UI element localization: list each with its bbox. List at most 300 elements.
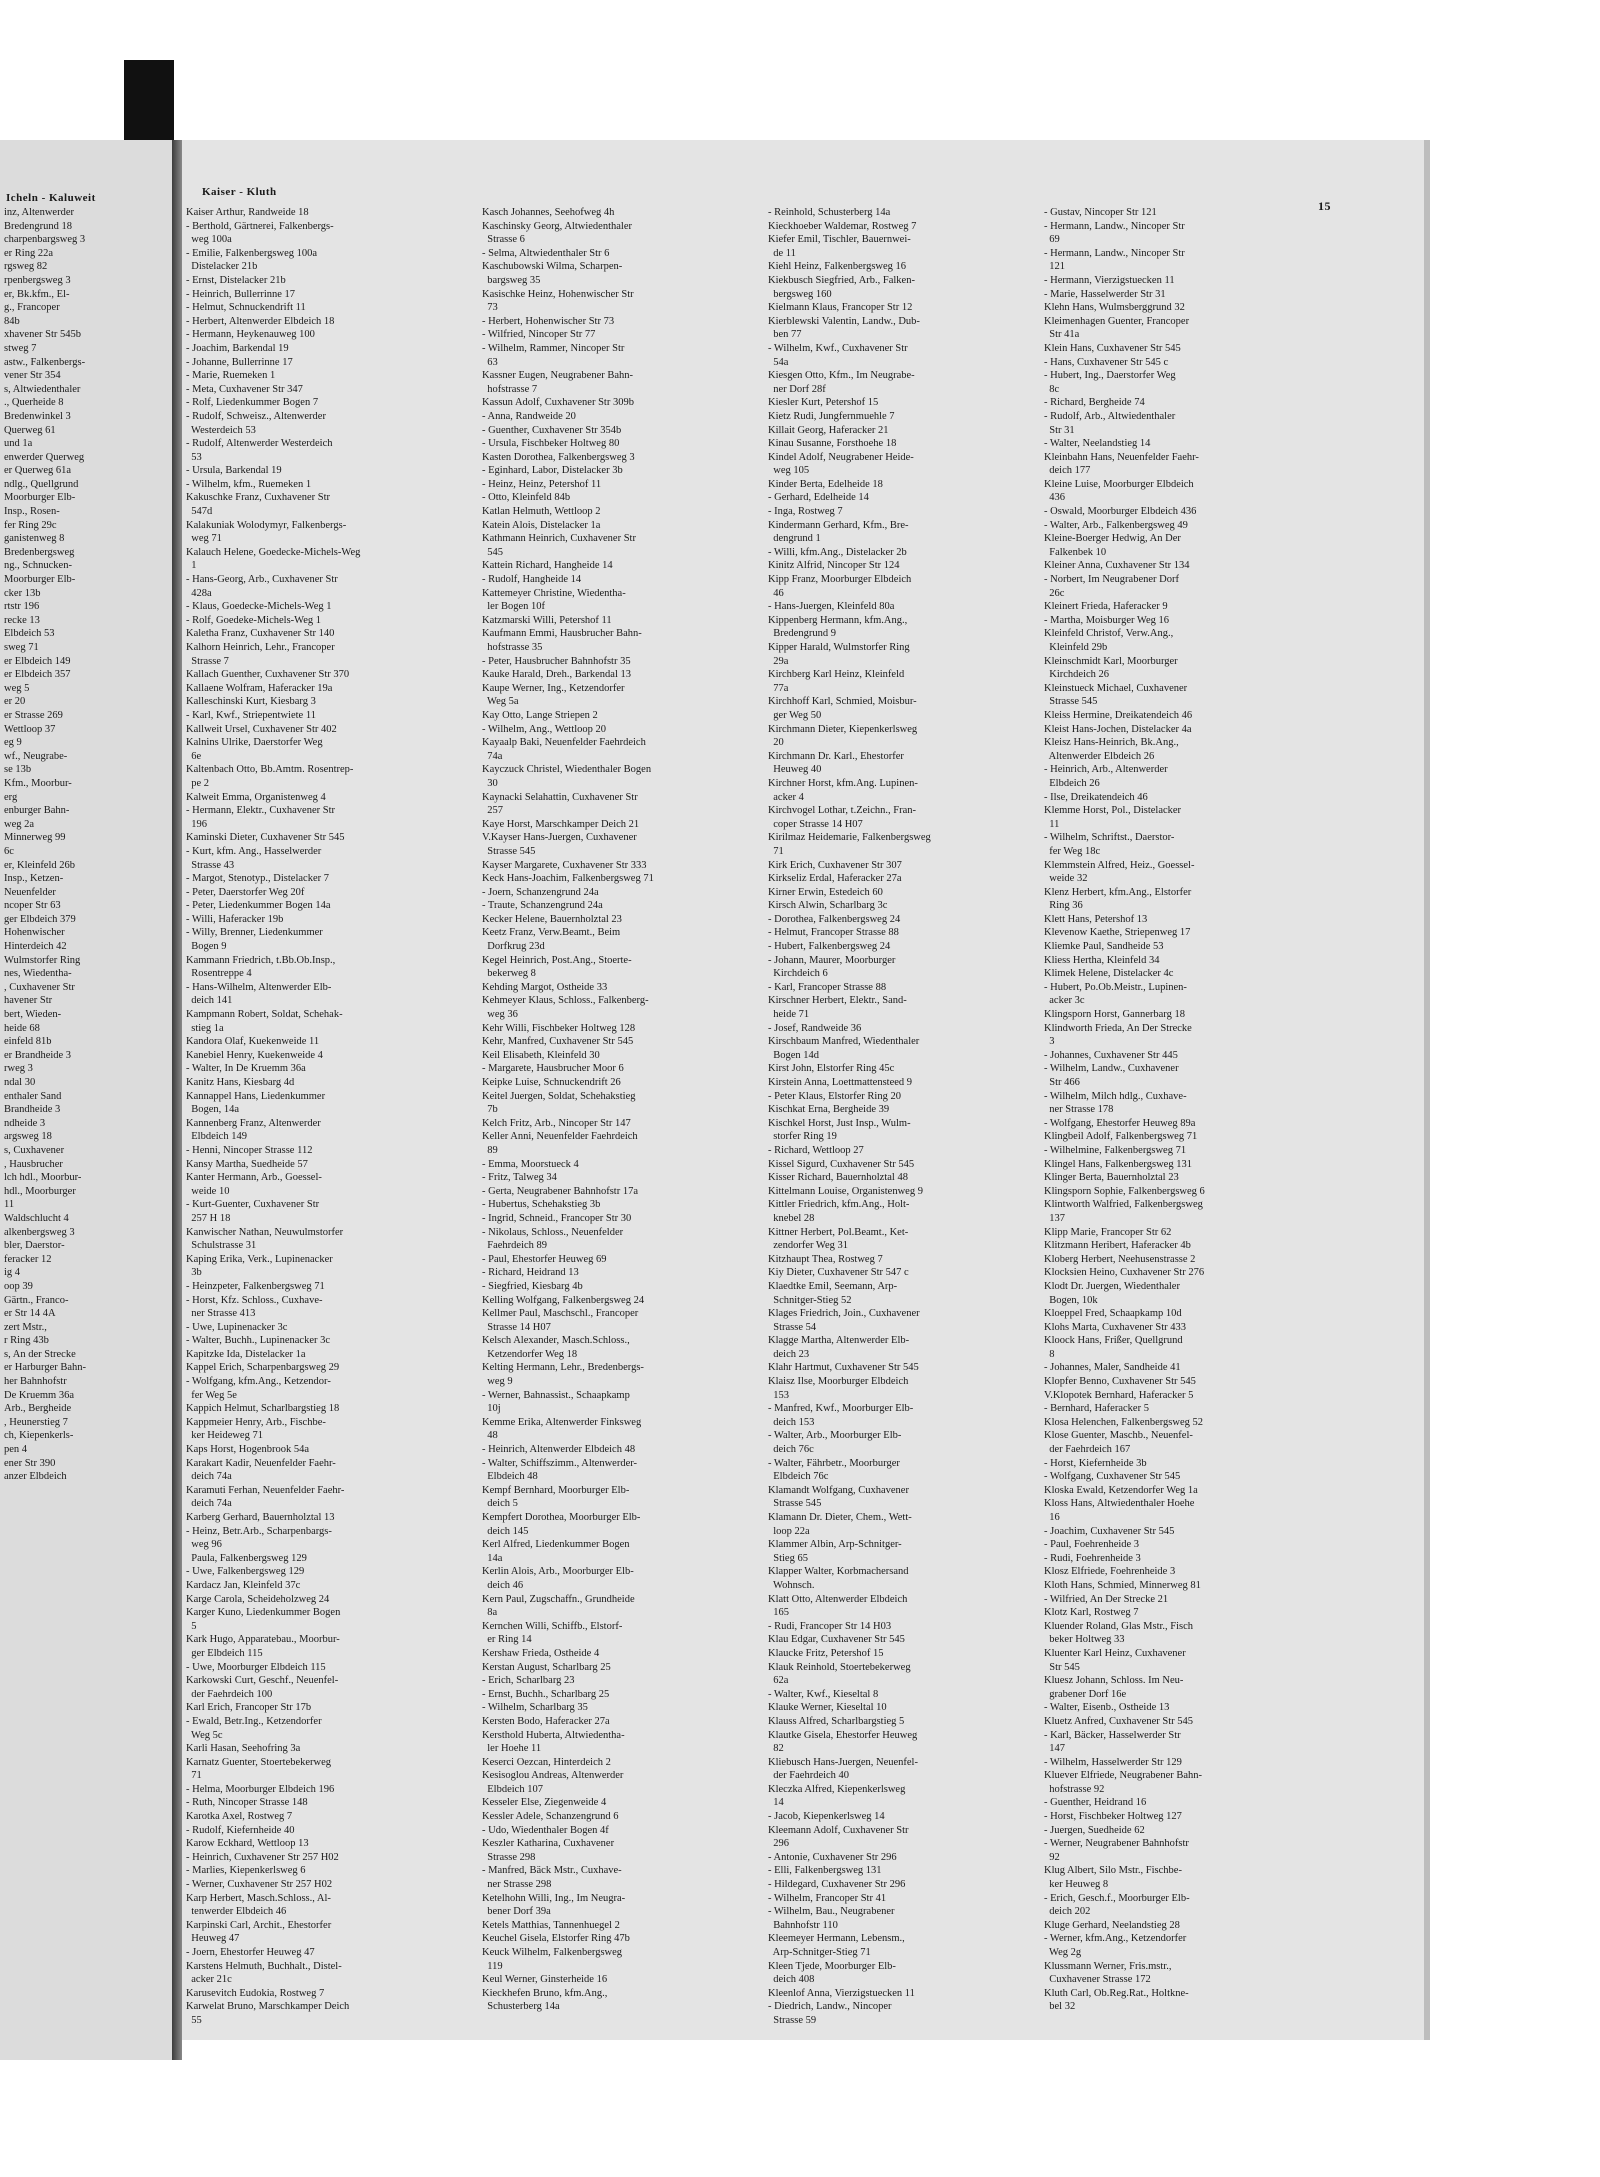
directory-entry-line: de 11 xyxy=(768,247,796,259)
directory-entry-line: , Cuxhavener Str xyxy=(4,981,75,993)
directory-entry-line: Kiekbusch Siegfried, Arb., Falken- xyxy=(768,274,915,286)
directory-entry-line: 7b xyxy=(482,1104,498,1116)
directory-entry-line: Kalakuniak Wolodymyr, Falkenbergs- xyxy=(186,519,347,531)
directory-entry-line: - Walter, Buchh., Lupinenacker 3c xyxy=(186,1335,331,1347)
directory-entry-line: weide 32 xyxy=(1044,873,1088,885)
directory-entry-line: Strasse 43 xyxy=(186,859,235,871)
directory-entry-line: Klussmann Werner, Fris.mstr., xyxy=(1044,1960,1172,1972)
directory-entry-line: er Str 14 4A xyxy=(4,1308,56,1320)
directory-entry-line: deich 74a xyxy=(186,1498,232,1510)
directory-entry-line: Kluge Gerhard, Neelandstieg 28 xyxy=(1044,1919,1180,1931)
directory-entry-line: coper Strasse 14 H07 xyxy=(768,818,863,830)
directory-entry-line: bergsweg 160 xyxy=(768,288,832,300)
directory-entry-line: rtstr 196 xyxy=(4,601,40,613)
directory-entry-line: - Helma, Moorburger Elbdeich 196 xyxy=(186,1783,335,1795)
directory-entry-line: Kliemke Paul, Sandheide 53 xyxy=(1044,941,1164,953)
directory-entry-line: Karkowski Curt, Geschf., Neuenfel- xyxy=(186,1675,339,1687)
directory-entry-line: Arb., Bergheide xyxy=(4,1403,72,1415)
directory-entry-line: hofstrasse 92 xyxy=(1044,1783,1105,1795)
directory-entry-line: Klagge Martha, Altenwerder Elb- xyxy=(768,1335,910,1347)
directory-entry-line: - Peter, Hausbrucher Bahnhofstr 35 xyxy=(482,655,631,667)
directory-entry-line: Kluth Carl, Ob.Reg.Rat., Holtkne- xyxy=(1044,1987,1189,1999)
directory-entry-line: weg 36 xyxy=(482,1009,518,1021)
directory-entry-line: stweg 7 xyxy=(4,342,37,354)
directory-entry-line: - Johannes, Maler, Sandheide 41 xyxy=(1044,1362,1181,1374)
directory-entry-line: Bogen, 10k xyxy=(1044,1294,1098,1306)
directory-entry-line: - Wilhelm, Kwf., Cuxhavener Str xyxy=(768,342,908,354)
directory-entry-line: dengrund 1 xyxy=(768,533,821,545)
directory-entry-line: ler Hoehe 11 xyxy=(482,1743,542,1755)
directory-entry-line: 8 xyxy=(1044,1348,1055,1360)
directory-entry-line: - Wilhelm, Milch hdlg., Cuxhave- xyxy=(1044,1090,1187,1102)
directory-entry-line: - Gerhard, Edelheide 14 xyxy=(768,492,869,504)
directory-entry-line: Keck Hans-Joachim, Falkenbergsweg 71 xyxy=(482,873,654,885)
directory-entry-line: 84b xyxy=(4,315,20,327)
directory-entry-line: Kalleschinski Kurt, Kiesbarg 3 xyxy=(186,696,316,708)
directory-entry-line: Bahnhofstr 110 xyxy=(768,1919,838,1931)
directory-entry-line: - Hermann, Vierzigstuecken 11 xyxy=(1044,274,1175,286)
directory-entry-line: Bogen, 14a xyxy=(186,1104,240,1116)
directory-entry-line: Keuck Wilhelm, Falkenbergsweg xyxy=(482,1947,623,1958)
directory-entry-line: Kasischke Heinz, Hohenwischer Str xyxy=(482,288,634,300)
directory-entry-line: - Anna, Randweide 20 xyxy=(482,410,576,422)
directory-entry-line: Kaufmann Emmi, Hausbrucher Bahn- xyxy=(482,628,642,640)
directory-entry-line: Keuchel Gisela, Elstorfer Ring 47b xyxy=(482,1933,630,1945)
directory-entry-line: 3 xyxy=(1044,1036,1055,1048)
directory-entry-line: bel 32 xyxy=(1044,2001,1076,2013)
directory-entry-line: Katlan Helmuth, Wettloop 2 xyxy=(482,506,601,518)
directory-entry-line: er Harburger Bahn- xyxy=(4,1362,87,1374)
directory-entry-line: 82 xyxy=(768,1743,784,1755)
directory-entry-line: 54a xyxy=(768,356,789,368)
directory-entry-line: Klages Friedrich, Join., Cuxhavener xyxy=(768,1308,920,1320)
directory-entry-line: Klingsporn Sophie, Falkenbergsweg 6 xyxy=(1044,1185,1205,1197)
directory-entry-line: - Heinrich, Cuxhavener Str 257 H02 xyxy=(186,1851,339,1863)
directory-entry-line: Bredenbergsweg xyxy=(4,546,75,558)
directory-entry-line: - Willi, Haferacker 19b xyxy=(186,913,284,925)
directory-entry-line: Kinitz Alfrid, Nincoper Str 124 xyxy=(768,560,900,572)
directory-entry-line: ner Strasse 298 xyxy=(482,1879,552,1891)
directory-entry-line: ner Dorf 28f xyxy=(768,383,826,395)
directory-entry-line: - Kurt, kfm. Ang., Hasselwerder xyxy=(186,845,322,857)
directory-entry-line: Kalnins Ulrike, Daerstorfer Weg xyxy=(186,737,323,749)
directory-entry-line: Kelch Fritz, Arb., Nincoper Str 147 xyxy=(482,1117,631,1129)
directory-entry-line: Kirchberg Karl Heinz, Kleinfeld xyxy=(768,669,905,681)
directory-entry-line: Heuweg 47 xyxy=(186,1933,240,1945)
directory-entry-line: - Karl, Kwf., Striepentwiete 11 xyxy=(186,709,316,721)
directory-entry-line: - Joachim, Barkendal 19 xyxy=(186,342,289,354)
directory-entry-line: Kirchdeich 26 xyxy=(1044,669,1110,681)
directory-entry-line: ganistenweg 8 xyxy=(4,533,65,545)
directory-entry-line: havener Str xyxy=(4,995,53,1007)
directory-entry-line: - Guenther, Cuxhavener Str 354b xyxy=(482,424,622,436)
directory-entry-line: Kiy Dieter, Cuxhavener Str 547 c xyxy=(768,1267,909,1279)
directory-entry-line: rweg 3 xyxy=(4,1063,33,1075)
directory-entry-line: Schnitger-Stieg 52 xyxy=(768,1294,852,1306)
directory-entry-line: - Gerta, Neugrabener Bahnhofstr 17a xyxy=(482,1185,638,1197)
directory-entry-line: ., Querheide 8 xyxy=(4,397,64,409)
directory-entry-line: weg 9 xyxy=(482,1376,513,1388)
directory-entry-line: - Wilhelm, Francoper Str 41 xyxy=(768,1892,887,1904)
directory-entry-line: xhavener Str 545b xyxy=(4,329,81,341)
directory-entry-line: Kisser Richard, Bauernholztal 48 xyxy=(768,1172,908,1184)
directory-entry-line: hdl., Moorburger xyxy=(4,1185,76,1197)
directory-entry-line: Kayaalp Baki, Neuenfelder Faehrdeich xyxy=(482,737,646,749)
directory-entry-line: - Hans-Juergen, Kleinfeld 80a xyxy=(768,601,895,613)
directory-entry-line: Strasse 545 xyxy=(482,845,536,857)
directory-entry-line: Dorfkrug 23d xyxy=(482,941,545,953)
directory-entry-line: Klatt Otto, Altenwerder Elbdeich xyxy=(768,1593,908,1605)
directory-entry-line: Elbdeich 107 xyxy=(482,1783,543,1795)
directory-entry-line: heide 68 xyxy=(4,1022,40,1034)
directory-entry-line: Kleisz Hans-Heinrich, Bk.Ang., xyxy=(1044,737,1179,749)
directory-entry-line: Elbdeich 53 xyxy=(4,628,55,640)
directory-entry-line: - Martha, Moisburger Weg 16 xyxy=(1044,614,1170,626)
directory-entry-line: feracker 12 xyxy=(4,1253,52,1265)
directory-entry-line: - Wilhelm, Rammer, Nincoper Str xyxy=(482,342,625,354)
directory-entry-line: Kittelmann Louise, Organistenweg 9 xyxy=(768,1185,923,1197)
directory-entry-line: 153 xyxy=(768,1389,789,1401)
directory-entry-line: Cuxhavener Strasse 172 xyxy=(1044,1974,1151,1986)
directory-entry-line: Kapitzke Ida, Distelacker 1a xyxy=(186,1348,306,1360)
directory-entry-line: wf., Neugrabe- xyxy=(4,750,68,762)
directory-entry-line: 6e xyxy=(186,750,202,762)
directory-entry-line: Klauk Reinhold, Stoertebekerweg xyxy=(768,1661,911,1673)
directory-entry-line: rpenbergsweg 3 xyxy=(4,274,71,286)
directory-entry-line: se 13b xyxy=(4,764,32,776)
directory-entry-line: Klinger Berta, Bauernholztal 23 xyxy=(1044,1172,1179,1184)
directory-entry-line: - Ewald, Betr.Ing., Ketzendorfer xyxy=(186,1715,322,1727)
directory-entry-line: 77a xyxy=(768,682,789,694)
directory-entry-line: Kassner Eugen, Neugrabener Bahn- xyxy=(482,370,634,382)
directory-entry-line: Kattein Richard, Hangheide 14 xyxy=(482,560,613,572)
directory-entry-line: - Eginhard, Labor, Distelacker 3b xyxy=(482,465,623,477)
directory-entry-line: acker 3c xyxy=(1044,995,1085,1007)
directory-entry-line: Strasse 545 xyxy=(768,1498,822,1510)
directory-entry-line: - Joern, Ehestorfer Heuweg 47 xyxy=(186,1947,315,1958)
directory-entry-line: beker Holtweg 33 xyxy=(1044,1634,1125,1646)
directory-entry-line: 14a xyxy=(482,1552,503,1564)
directory-entry-line: enthaler Sand xyxy=(4,1090,62,1102)
directory-entry-line: - Marie, Ruemeken 1 xyxy=(186,370,276,382)
directory-entry-line: - Wilfried, An Der Strecke 21 xyxy=(1044,1593,1169,1605)
directory-entry-line: - Marie, Hasselwerder Str 31 xyxy=(1044,288,1166,300)
directory-entry-line: , Heunerstieg 7 xyxy=(4,1416,68,1428)
directory-entry-line: Karotka Axel, Rostweg 7 xyxy=(186,1811,293,1823)
directory-entry-line: - Joachim, Cuxhavener Str 545 xyxy=(1044,1525,1175,1537)
directory-entry-line: Klaedtke Emil, Seemann, Arp- xyxy=(768,1280,898,1292)
directory-entry-line: Ring 36 xyxy=(1044,900,1083,912)
directory-entry-line: - Ursula, Barkendal 19 xyxy=(186,465,282,477)
directory-entry-line: - Wilhelm, Schriftst., Daerstor- xyxy=(1044,832,1175,844)
directory-entry-line: - Hermann, Landw., Nincoper Str xyxy=(1044,247,1185,259)
directory-entry-line: - Reinhold, Schusterberg 14a xyxy=(768,207,891,218)
directory-entry-line: - Kurt-Guenter, Cuxhavener Str xyxy=(186,1199,320,1211)
directory-column-4 xyxy=(1044,206,1290,2014)
directory-entry-line: - Johanne, Bullerrinne 17 xyxy=(186,356,293,368)
directory-entry-line: Karger Kuno, Liedenkummer Bogen xyxy=(186,1607,341,1619)
directory-entry-line: Kehding Margot, Ostheide 33 xyxy=(482,981,608,993)
directory-entry-line: - Wilhelmine, Falkenbergsweg 71 xyxy=(1044,1144,1187,1156)
directory-entry-line: - Horst, Fischbeker Holtweg 127 xyxy=(1044,1811,1182,1823)
directory-entry-line: Gärtn., Franco- xyxy=(4,1294,69,1306)
directory-entry-line: Kleinert Frieda, Haferacker 9 xyxy=(1044,601,1168,613)
directory-entry-line: rgsweg 82 xyxy=(4,261,48,273)
directory-entry-line: Heuweg 40 xyxy=(768,764,822,776)
directory-entry-line: Klaucke Fritz, Petershof 15 xyxy=(768,1647,884,1659)
directory-entry-line: Kiehl Heinz, Falkenbergsweg 16 xyxy=(768,261,907,273)
directory-entry-line: - Otto, Kleinfeld 84b xyxy=(482,492,571,504)
directory-entry-line: Kannenberg Franz, Altenwerder xyxy=(186,1117,321,1129)
directory-entry-line: Kemme Erika, Altenwerder Finksweg xyxy=(482,1416,642,1428)
directory-entry-line: Kanebiel Henry, Kuekenweide 4 xyxy=(186,1049,323,1061)
directory-entry-line: - Richard, Heidrand 13 xyxy=(482,1267,579,1279)
directory-entry-line: Kaye Horst, Marschkamper Deich 21 xyxy=(482,818,640,830)
directory-entry-line: Kindel Adolf, Neugrabener Heide- xyxy=(768,451,914,463)
directory-entry-line: - Fritz, Talweg 34 xyxy=(482,1172,557,1184)
directory-entry-line: 29a xyxy=(768,655,789,667)
directory-entry-line: Strasse 59 xyxy=(768,2014,817,2026)
directory-entry-line: Karstens Helmuth, Buchhalt., Distel- xyxy=(186,1960,342,1972)
directory-entry-line: Elbdeich 76c xyxy=(768,1471,829,1483)
directory-entry-line: er 20 xyxy=(4,696,26,708)
directory-entry-line: Kallaene Wolfram, Haferacker 19a xyxy=(186,682,333,694)
directory-entry-line: - Wilhelm, Scharlbarg 35 xyxy=(482,1702,588,1714)
directory-entry-line: Strasse 14 H07 xyxy=(482,1321,551,1333)
directory-entry-line: der Faehrdeich 40 xyxy=(768,1770,850,1782)
directory-entry-line: Kaupe Werner, Ing., Ketzendorfer xyxy=(482,682,625,694)
directory-entry-line: Kershaw Frieda, Ostheide 4 xyxy=(482,1647,600,1659)
directory-entry-line: - Uwe, Lupinenacker 3c xyxy=(186,1321,288,1333)
binding-spine xyxy=(124,60,174,150)
directory-entry-line: - Herbert, Hohenwischer Str 73 xyxy=(482,315,615,327)
directory-entry-line: Str 545 xyxy=(1044,1661,1080,1673)
directory-entry-line: - Rudolf, Hangheide 14 xyxy=(482,574,582,586)
directory-entry-line: Kallweit Ursel, Cuxhavener Str 402 xyxy=(186,723,337,735)
directory-entry-line: Kittner Herbert, Pol.Beamt., Ket- xyxy=(768,1226,909,1238)
directory-entry-line: pen 4 xyxy=(4,1444,28,1456)
directory-entry-line: - Rolf, Liedenkummer Bogen 7 xyxy=(186,397,319,409)
directory-entry-line: V.Klopotek Bernhard, Haferacker 5 xyxy=(1044,1389,1194,1401)
directory-entry-line: 74a xyxy=(482,750,503,762)
directory-entry-line: Klopfer Benno, Cuxhavener Str 545 xyxy=(1044,1376,1196,1388)
page-edge xyxy=(1424,140,1430,2040)
directory-entry-line: Klehn Hans, Wulmsberggrund 32 xyxy=(1044,302,1185,314)
directory-entry-line: Klaisz Ilse, Moorburger Elbdeich xyxy=(768,1376,909,1388)
directory-entry-line: ger Elbdeich 379 xyxy=(4,913,76,925)
directory-entry-line: stieg 1a xyxy=(186,1022,224,1034)
directory-entry-line: - Richard, Wettloop 27 xyxy=(768,1144,864,1156)
directory-entry-line: er Elbdeich 357 xyxy=(4,669,71,681)
directory-entry-line: enwerder Querweg xyxy=(4,451,85,463)
directory-entry-line: Strasse 7 xyxy=(186,655,229,667)
directory-entry-line: Kalauch Helene, Goedecke-Michels-Weg xyxy=(186,546,361,558)
directory-entry-line: - Herbert, Altenwerder Elbdeich 18 xyxy=(186,315,335,327)
directory-entry-line: - Erich, Scharlbarg 23 xyxy=(482,1675,575,1687)
directory-entry-line: - Heinzpeter, Falkenbergsweg 71 xyxy=(186,1280,325,1292)
directory-entry-line: Weg 5c xyxy=(186,1729,223,1741)
directory-entry-line: - Josef, Randweide 36 xyxy=(768,1022,862,1034)
directory-entry-line: Kirchhoff Karl, Schmied, Moisbur- xyxy=(768,696,917,708)
directory-entry-line: Kerlin Alois, Arb., Moorburger Elb- xyxy=(482,1566,634,1578)
directory-entry-line: 11 xyxy=(1044,818,1060,830)
directory-entry-line: Kiefer Emil, Tischler, Bauernwei- xyxy=(768,234,911,246)
directory-entry-line: Bredengrund 18 xyxy=(4,220,72,232)
directory-entry-line: Kanwischer Nathan, Neuwulmstorfer xyxy=(186,1226,344,1238)
directory-entry-line: - Paul, Foehrenheide 3 xyxy=(1044,1539,1140,1551)
directory-entry-line: 257 xyxy=(482,805,503,817)
directory-entry-line: 8a xyxy=(482,1607,498,1619)
directory-entry-line: - Rudi, Foehrenheide 3 xyxy=(1044,1552,1141,1564)
directory-entry-line: Kloth Hans, Schmied, Minnerweg 81 xyxy=(1044,1579,1201,1591)
directory-entry-line: Strasse 298 xyxy=(482,1851,536,1863)
directory-entry-line: - Richard, Bergheide 74 xyxy=(1044,397,1145,409)
directory-entry-line: Elbdeich 48 xyxy=(482,1471,538,1483)
directory-entry-line: Keul Werner, Ginsterheide 16 xyxy=(482,1974,608,1986)
directory-entry-line: ch, Kiepenkerls- xyxy=(4,1430,74,1442)
directory-entry-line: Klindworth Frieda, An Der Strecke xyxy=(1044,1022,1192,1034)
directory-entry-line: Karp Herbert, Masch.Schloss., Al- xyxy=(186,1892,331,1904)
directory-entry-line: 8c xyxy=(1044,383,1060,395)
directory-entry-line: - Margot, Stenotyp., Distelacker 7 xyxy=(186,873,329,885)
directory-entry-line: Klein Hans, Cuxhavener Str 545 xyxy=(1044,342,1181,354)
directory-entry-line: Kleinfeld Christof, Verw.Ang., xyxy=(1044,628,1174,640)
directory-entry-line: 5 xyxy=(186,1620,197,1632)
directory-entry-line: Str 31 xyxy=(1044,424,1075,436)
directory-entry-line: - Wolfgang, Ehestorfer Heuweg 89a xyxy=(1044,1117,1196,1129)
directory-entry-line: anzer Elbdeich xyxy=(4,1471,67,1483)
directory-entry-line: Kehr Willi, Fischbeker Holtweg 128 xyxy=(482,1022,636,1034)
directory-entry-line: Kehmeyer Klaus, Schloss., Falkenberg- xyxy=(482,995,649,1007)
directory-entry-line: ndlg., Quellgrund xyxy=(4,478,79,490)
directory-entry-line: Kleiner Anna, Cuxhavener Str 134 xyxy=(1044,560,1190,572)
directory-entry-line: Klohs Marta, Cuxhavener Str 433 xyxy=(1044,1321,1187,1333)
directory-entry-line: - Hans-Wilhelm, Altenwerder Elb- xyxy=(186,981,332,993)
directory-entry-line: Kauke Harald, Dreh., Barkendal 13 xyxy=(482,669,631,681)
directory-entry-line: Kappich Helmut, Scharlbargstieg 18 xyxy=(186,1403,340,1415)
directory-entry-line: Kassun Adolf, Cuxhavener Str 309b xyxy=(482,397,634,409)
directory-entry-line: - Werner, kfm.Ang., Ketzendorfer xyxy=(1044,1933,1187,1945)
directory-entry-line: ler Bogen 10f xyxy=(482,601,545,613)
directory-entry-line: Klahr Hartmut, Cuxhavener Str 545 xyxy=(768,1362,919,1374)
directory-entry-line: deich 177 xyxy=(1044,465,1091,477)
directory-entry-line: Str 466 xyxy=(1044,1077,1080,1088)
directory-entry-line: - Walter, Arb., Falkenbergsweg 49 xyxy=(1044,519,1188,531)
directory-entry-line: 436 xyxy=(1044,492,1065,504)
directory-entry-line: 89 xyxy=(482,1144,498,1156)
directory-entry-line: Karow Eckhard, Wettloop 13 xyxy=(186,1838,309,1850)
directory-entry-line: Wettloop 37 xyxy=(4,723,56,735)
directory-entry-line: Karnatz Guenter, Stoertebekerweg xyxy=(186,1756,332,1768)
directory-entry-line: Kampmann Robert, Soldat, Schehak- xyxy=(186,1009,343,1021)
directory-entry-line: - Horst, Kiefernheide 3b xyxy=(1044,1457,1147,1469)
directory-entry-line: Kinau Susanne, Forsthoehe 18 xyxy=(768,438,897,450)
directory-entry-line: argsweg 18 xyxy=(4,1131,52,1143)
directory-entry-line: Klammer Albin, Arp-Schnitger- xyxy=(768,1539,902,1551)
directory-entry-line: fer Ring 29c xyxy=(4,519,57,531)
directory-entry-line: Klenz Herbert, kfm.Ang., Elstorfer xyxy=(1044,886,1192,898)
directory-entry-line: storfer Ring 19 xyxy=(768,1131,837,1143)
directory-entry-line: Kerl Alfred, Liedenkummer Bogen xyxy=(482,1539,630,1551)
directory-entry-line: tenwerder Elbdeich 46 xyxy=(186,1906,287,1918)
directory-entry-line: Kaminski Dieter, Cuxhavener Str 545 xyxy=(186,832,345,844)
directory-entry-line: - Wilhelm, kfm., Ruemeken 1 xyxy=(186,478,312,490)
directory-entry-line: Strasse 54 xyxy=(768,1321,817,1333)
directory-entry-line: weg 5 xyxy=(4,682,30,694)
directory-entry-line: Kleemeyer Hermann, Lebensm., xyxy=(768,1933,905,1945)
directory-entry-line: Kellmer Paul, Maschschl., Francoper xyxy=(482,1308,639,1320)
directory-entry-line: Karpinski Carl, Archit., Ehestorfer xyxy=(186,1919,332,1931)
directory-entry-line: Kernchen Willi, Schiffb., Elstorf- xyxy=(482,1620,623,1632)
directory-entry-line: hofstrasse 7 xyxy=(482,383,538,395)
directory-entry-line: - Walter, Neelandstieg 14 xyxy=(1044,438,1151,450)
directory-entry-line: 121 xyxy=(1044,261,1065,273)
directory-entry-line: cker 13b xyxy=(4,587,41,599)
directory-entry-line: Klauke Werner, Kieseltal 10 xyxy=(768,1702,887,1714)
directory-entry-line: deich 145 xyxy=(482,1525,529,1537)
directory-entry-line: - Peter, Liedenkummer Bogen 14a xyxy=(186,900,331,912)
directory-entry-line: 10j xyxy=(482,1403,501,1415)
directory-entry-line: Kliebusch Hans-Juergen, Neuenfel- xyxy=(768,1756,918,1768)
directory-entry-line: - Wilhelm, Hasselwerder Str 129 xyxy=(1044,1756,1182,1768)
directory-entry-line: Klapper Walter, Korbmachersand xyxy=(768,1566,909,1578)
directory-entry-line: Kegel Heinrich, Post.Ang., Stoerte- xyxy=(482,954,632,966)
directory-entry-line: recke 13 xyxy=(4,614,40,626)
directory-entry-line: Keipke Luise, Schnuckendrift 26 xyxy=(482,1077,621,1088)
directory-entry-line: Karamuti Ferhan, Neuenfelder Faehr- xyxy=(186,1484,345,1496)
directory-entry-line: - Wilhelm, Bau., Neugrabener xyxy=(768,1906,895,1918)
directory-entry-line: acker 21c xyxy=(186,1974,232,1986)
directory-entry-line: - Dorothea, Falkenbergsweg 24 xyxy=(768,913,901,925)
directory-entry-line: Kloss Hans, Altwiedenthaler Hoehe xyxy=(1044,1498,1195,1510)
directory-entry-line: Kirchdeich 6 xyxy=(768,968,828,980)
directory-entry-line: er Querweg 61a xyxy=(4,465,72,477)
directory-entry-line: Bredengrund 9 xyxy=(768,628,836,640)
directory-entry-line: Querweg 61 xyxy=(4,424,56,436)
directory-entry-line: 3b xyxy=(186,1267,202,1279)
directory-entry-line: weg 96 xyxy=(186,1539,222,1551)
directory-entry-line: Kippenberg Hermann, kfm.Ang., xyxy=(768,614,908,626)
directory-entry-line: Kempfert Dorothea, Moorburger Elb- xyxy=(482,1512,641,1523)
directory-entry-line: Kehr, Manfred, Cuxhavener Str 545 xyxy=(482,1036,634,1048)
directory-entry-line: Kappel Erich, Scharpenbargsweg 29 xyxy=(186,1362,340,1374)
directory-entry-line: Faehrdeich 89 xyxy=(482,1240,548,1252)
directory-entry-line: Kempf Bernhard, Moorburger Elb- xyxy=(482,1484,630,1496)
directory-entry-line: Kluesz Johann, Schloss. Im Neu- xyxy=(1044,1675,1184,1687)
directory-entry-line: Kleemann Adolf, Cuxhavener Str xyxy=(768,1824,909,1836)
directory-entry-line: 71 xyxy=(186,1770,202,1782)
directory-entry-line: deich 74a xyxy=(186,1471,232,1483)
directory-entry-line: 296 xyxy=(768,1838,789,1850)
directory-entry-line: Kloberg Herbert, Neehusenstrasse 2 xyxy=(1044,1253,1196,1265)
directory-entry-line: 26c xyxy=(1044,587,1065,599)
directory-entry-line: Klipp Marie, Francoper Str 62 xyxy=(1044,1226,1172,1238)
directory-entry-line: Karge Carola, Scheideholzweg 24 xyxy=(186,1593,330,1605)
directory-entry-line: Kischkat Erna, Bergheide 39 xyxy=(768,1104,890,1116)
directory-entry-line: 71 xyxy=(768,845,784,857)
directory-entry-line: deich 153 xyxy=(768,1416,815,1428)
directory-entry-line: Klett Hans, Petershof 13 xyxy=(1044,913,1148,925)
directory-entry-line: deich 76c xyxy=(768,1444,814,1456)
directory-entry-line: Kluetz Anfred, Cuxhavener Str 545 xyxy=(1044,1715,1194,1727)
directory-entry-line: 73 xyxy=(482,302,498,314)
directory-entry-line: Kaschinsky Georg, Altwiedenthaler xyxy=(482,220,632,232)
directory-entry-line: - Hubert, Ing., Daerstorfer Weg xyxy=(1044,370,1176,382)
directory-entry-line: - Hildegard, Cuxhavener Str 296 xyxy=(768,1879,906,1891)
directory-entry-line: bargsweg 35 xyxy=(482,274,541,286)
directory-entry-line: Keller Anni, Neuenfelder Faehrdeich xyxy=(482,1131,638,1143)
directory-entry-line: Kleinbahn Hans, Neuenfelder Faehr- xyxy=(1044,451,1199,463)
